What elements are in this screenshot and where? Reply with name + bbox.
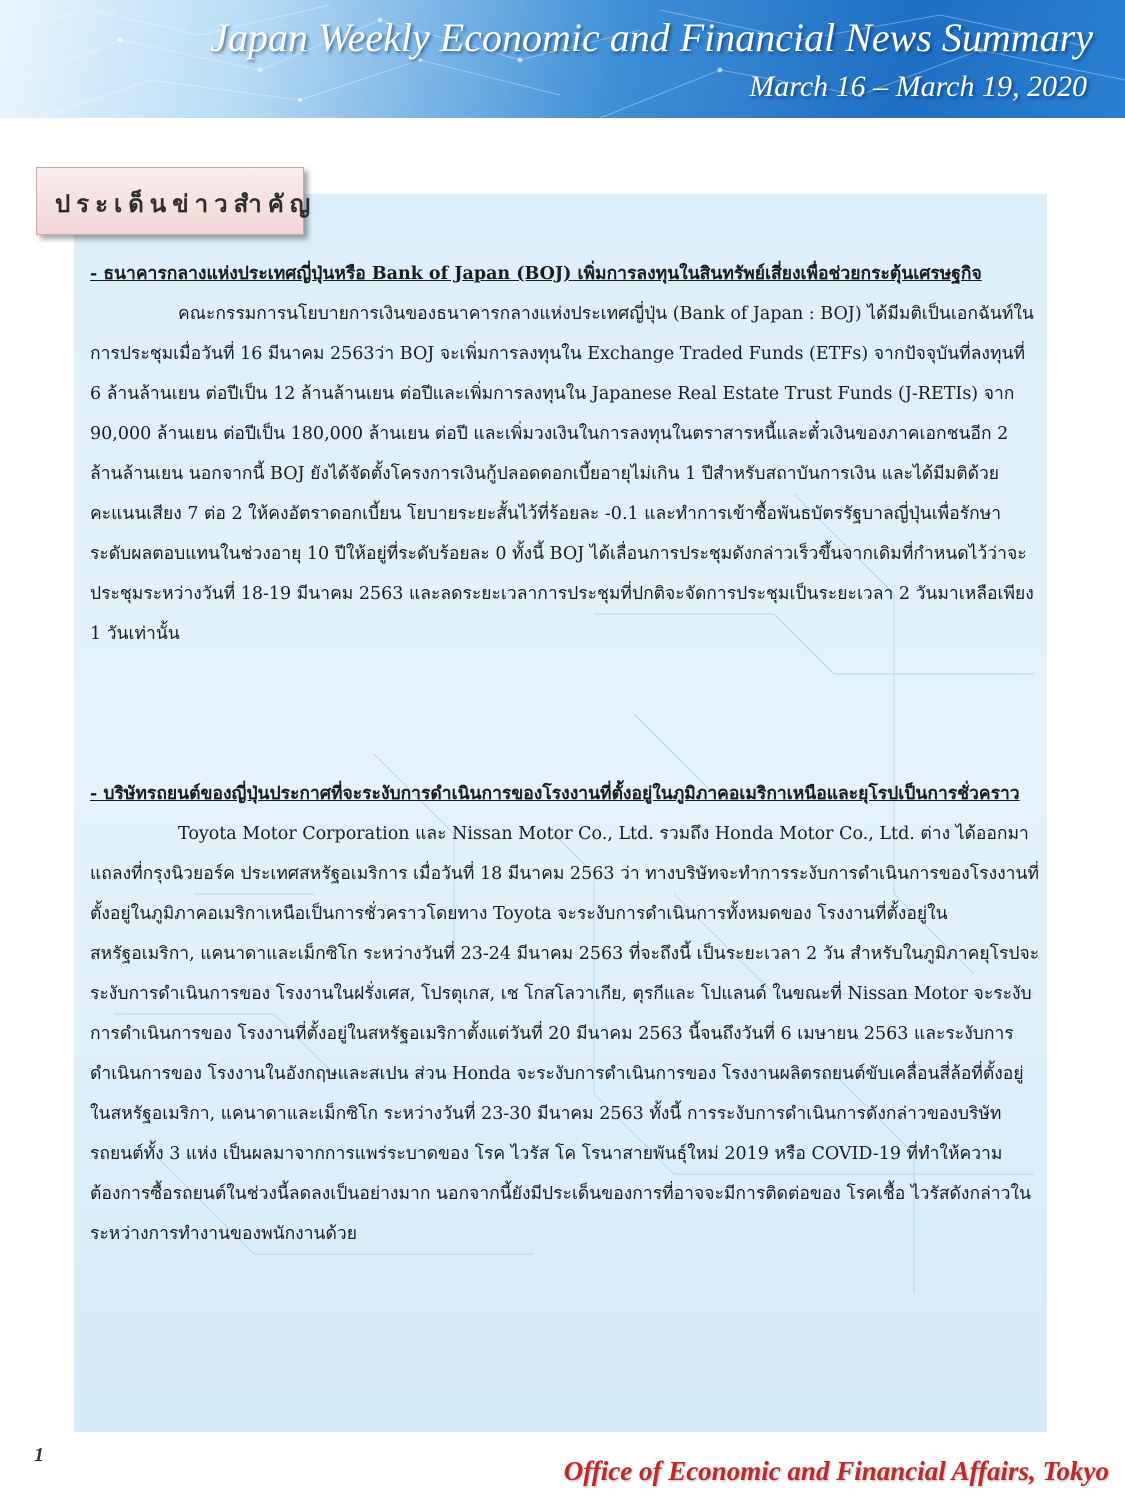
date-range: March 16 – March 19, 2020: [749, 70, 1087, 103]
article-headline: - บริษัทรถยนต์ของญี่ปุ่นประกาศที่จะระงับการดำเนินการของโรงงานที่ตั้งอยู่ในภูมิภาคอเมริกาเหนือและยุโรปเป็นการชั่วคราว: [90, 784, 1020, 804]
article-body: คณะกรรมการนโยบายการเงินของธนาคารกลางแห่งประเทศญี่ปุ่น (Bank of Japan : BOJ) ได้มีมติเป็นเอกฉันท์ในการประชุมเมื่อวันที่ 16 มีนาคม 2563ว่า BOJ จะเพิ่มการลงทุนใน Exchange Traded Funds (ETFs) จากปัจจุบันที่ลงทุนที่ 6 ล้านล้านเยน ต่อปีเป็น 12 ล้านล้านเยน ต่อปีและเพิ่มการลงทุนใน Japanese Real Estate Trust Funds (J-RETIs) จาก 90,000 ล้านเยน ต่อปีเป็น 180,000 ล้านเยน ต่อปี และเพิ่มวงเงินในการลงทุนในตราสารหนี้และตั๋วเงินของภาคเอกชนอีก 2 ล้านล้านเยน นอกจากนี้ BOJ ยังได้จัดตั้งโครงการเงินกู้ปลอดดอกเบี้ยอายุไม่เกิน 1 ปีสำหรับสถาบันการเงิน และได้มีมติด้วยคะแนนเสียง 7 ต่อ 2 ให้คงอัตราดอกเบี้ยน โยบายระยะสั้นไว้ที่ร้อยละ -0.1 และทำการเข้าซื้อพันธบัตรรัฐบาลญี่ปุ่นเพื่อรักษาระดับผลตอบแทนในช่วงอายุ 10 ปีให้อยู่ที่ระดับร้อยละ 0 ทั้งนี้ BOJ ได้เลื่อนการประชุมดังกล่าวเร็วขึ้นจากเดิมที่กำหนดไว้ว่าจะประชุมระหว่างวันที่ 18-19 มีนาคม 2563 และลดระยะเวลาการประชุมที่ปกติจะจัดการประชุมเป็นระยะเวลา 2 วันมาเหลือเพียง 1 วันเท่านั้น: [90, 304, 1034, 644]
article-automakers: [90, 774, 1040, 1254]
page-number: 1: [34, 1444, 44, 1466]
article-headline: - ธนาคารกลางแห่งประเทศญี่ปุ่นหรือ Bank of Japan (BOJ) เพิ่มการลงทุนในสินทรัพย์เสี่ยงเพื่อช่วยกระตุ้นเศรษฐกิจ: [90, 264, 982, 284]
section-tab: [36, 167, 317, 235]
article-boj: [90, 254, 1040, 654]
newsletter-title: Japan Weekly Economic and Financial News Summary: [210, 15, 1093, 60]
article-body: Toyota Motor Corporation และ Nissan Motor Co., Ltd. รวมถึง Honda Motor Co., Ltd. ต่าง ได้ออกมาแถลงที่กรุงนิวยอร์ค ประเทศสหรัฐอเมริการ เมื่อวันที่ 18 มีนาคม 2563 ว่า ทางบริษัทจะทำการระงับการดำเนินการของโรงงานที่ตั้งอยู่ในภูมิภาคอเมริกาเหนือเป็นการชั่วคราวโดยทาง Toyota จะระงับการดำเนินการทั้งหมดของ โรงงานที่ตั้งอยู่ในสหรัฐอเมริกา, แคนาดาและเม็กซิโก ระหว่างวันที่ 23-24 มีนาคม 2563 ที่จะถึงนี้ เป็นระยะเวลา 2 วัน สำหรับในภูมิภาคยุโรปจะระงับการดำเนินการของ โรงงานในฝรั่งเศส, โปรตุเกส, เช โกสโลวาเกีย, ตุรกีและ โปแลนด์ ในขณะที่ Nissan Motor จะระงับการดำเนินการของ โรงงานที่ตั้งอยู่ในสหรัฐอเมริกาตั้งแต่วันที่ 20 มีนาคม 2563 นี้จนถึงวันที่ 6 เมษายน 2563 และระงับการดำเนินการของ โรงงานในอังกฤษและสเปน ส่วน Honda จะระงับการดำเนินการของ โรงงานผลิตรถยนต์ขับเคลื่อนสี่ล้อที่ตั้งอยู่ในสหรัฐอเมริกา, แคนาดาและเม็กซิโก ระหว่างวันที่ 23-30 มีนาคม 2563 ทั้งนี้ การระงับการดำเนินการดังกล่าวของบริษัทรถยนต์ทั้ง 3 แห่ง เป็นผลมาจากการแพร่ระบาดของ โรค ไวรัส โค โรนาสายพันธุ์ใหม่ 2019 หรือ COVID-19 ที่ทำให้ความต้องการซื้อรถยนต์ในช่วงนี้ลดลงเป็นอย่างมาก นอกจากนี้ยังมีประเด็นของการที่อาจจะมีการติดต่อของ โรคเชื้อ ไวรัสดังกล่าวในระหว่างการทำงานของพนักงานด้วย: [90, 824, 1040, 1244]
office-name: Office of Economic and Financial Affairs, Tokyo: [563, 1456, 1109, 1486]
header-banner: [0, 0, 1125, 118]
section-tab-label: ประเด็นข่าวสำคัญ: [55, 190, 317, 218]
